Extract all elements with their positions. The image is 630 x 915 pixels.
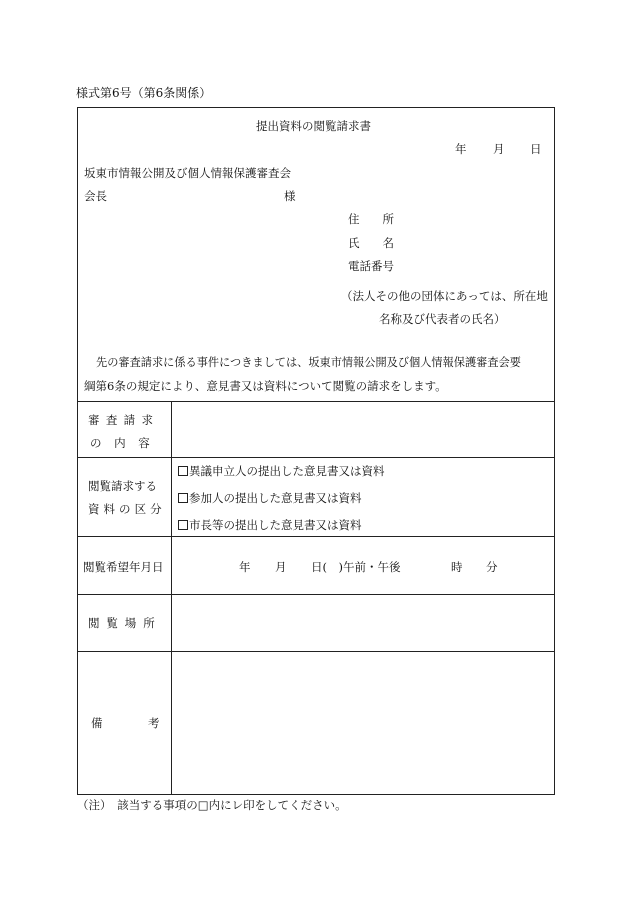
corporation-note-line1: （法人その他の団体にあっては、所在地	[341, 289, 548, 303]
addressee-title: 会長	[84, 189, 107, 203]
option-label: 参加人の提出した意見書又は資料	[189, 491, 362, 505]
option-label: 市長等の提出した意見書又は資料	[189, 518, 362, 532]
checkbox[interactable]	[178, 466, 188, 476]
request-content-label-line2: の内容	[90, 436, 163, 450]
form-title: 提出資料の閲覧請求書	[256, 119, 371, 133]
option-label: 異議申立人の提出した意見書又は資料	[189, 464, 385, 478]
request-content-label: 審査請求	[88, 413, 160, 427]
addressee-honorific: 様	[284, 189, 296, 203]
applicant-phone-label: 電話番号	[348, 259, 394, 273]
remarks-label-char2: 考	[148, 716, 160, 730]
remarks-label-char1: 備	[91, 716, 103, 730]
row-divider	[78, 457, 554, 458]
request-form	[77, 107, 555, 795]
applicant-address-label: 住 所	[348, 212, 394, 226]
remarks-field[interactable]	[172, 652, 554, 794]
viewing-place-field[interactable]	[172, 595, 554, 650]
applicant-name-label: 氏 名	[348, 236, 394, 250]
request-content-field[interactable]	[172, 402, 554, 456]
addressee-organization: 坂東市情報公開及び個人情報保護審査会	[84, 166, 291, 180]
checkbox[interactable]	[178, 493, 188, 503]
row-divider	[78, 536, 554, 537]
footnote: （注） 該当する事項の□内にレ印をしてください。	[77, 798, 347, 812]
category-option-objector[interactable]	[178, 463, 385, 479]
category-option-mayor[interactable]	[178, 517, 362, 533]
request-statement-line1: 先の審査請求に係る事件につきましては、坂東市情報公開及び個人情報保護審査会要	[96, 356, 521, 369]
desired-date-month[interactable]: 月	[275, 560, 287, 574]
request-statement-line2: 綱第6条の規定により、意見書又は資料について閲覧の請求をします。	[84, 379, 447, 393]
date-month-label: 月	[493, 142, 505, 156]
date-year-label: 年	[455, 142, 467, 156]
form-number: 様式第6号（第6条関係）	[76, 86, 212, 100]
desired-date-year[interactable]: 年	[239, 560, 251, 574]
desired-date-day-ampm[interactable]: 日( )午前・午後	[311, 560, 401, 574]
category-label-line2: 資料の区分	[88, 502, 166, 516]
desired-date-minute[interactable]: 分	[486, 560, 498, 574]
checkbox[interactable]	[178, 520, 188, 530]
desired-date-label: 閲覧希望年月日	[83, 560, 164, 574]
date-day-label: 日	[530, 142, 542, 156]
viewing-place-label: 閲覧場所	[88, 616, 162, 630]
corporation-note-line2: 名称及び代表者の氏名）	[379, 312, 506, 326]
desired-date-hour[interactable]: 時	[451, 560, 463, 574]
category-option-participant[interactable]	[178, 490, 362, 506]
category-label: 閲覧請求する	[88, 479, 157, 493]
